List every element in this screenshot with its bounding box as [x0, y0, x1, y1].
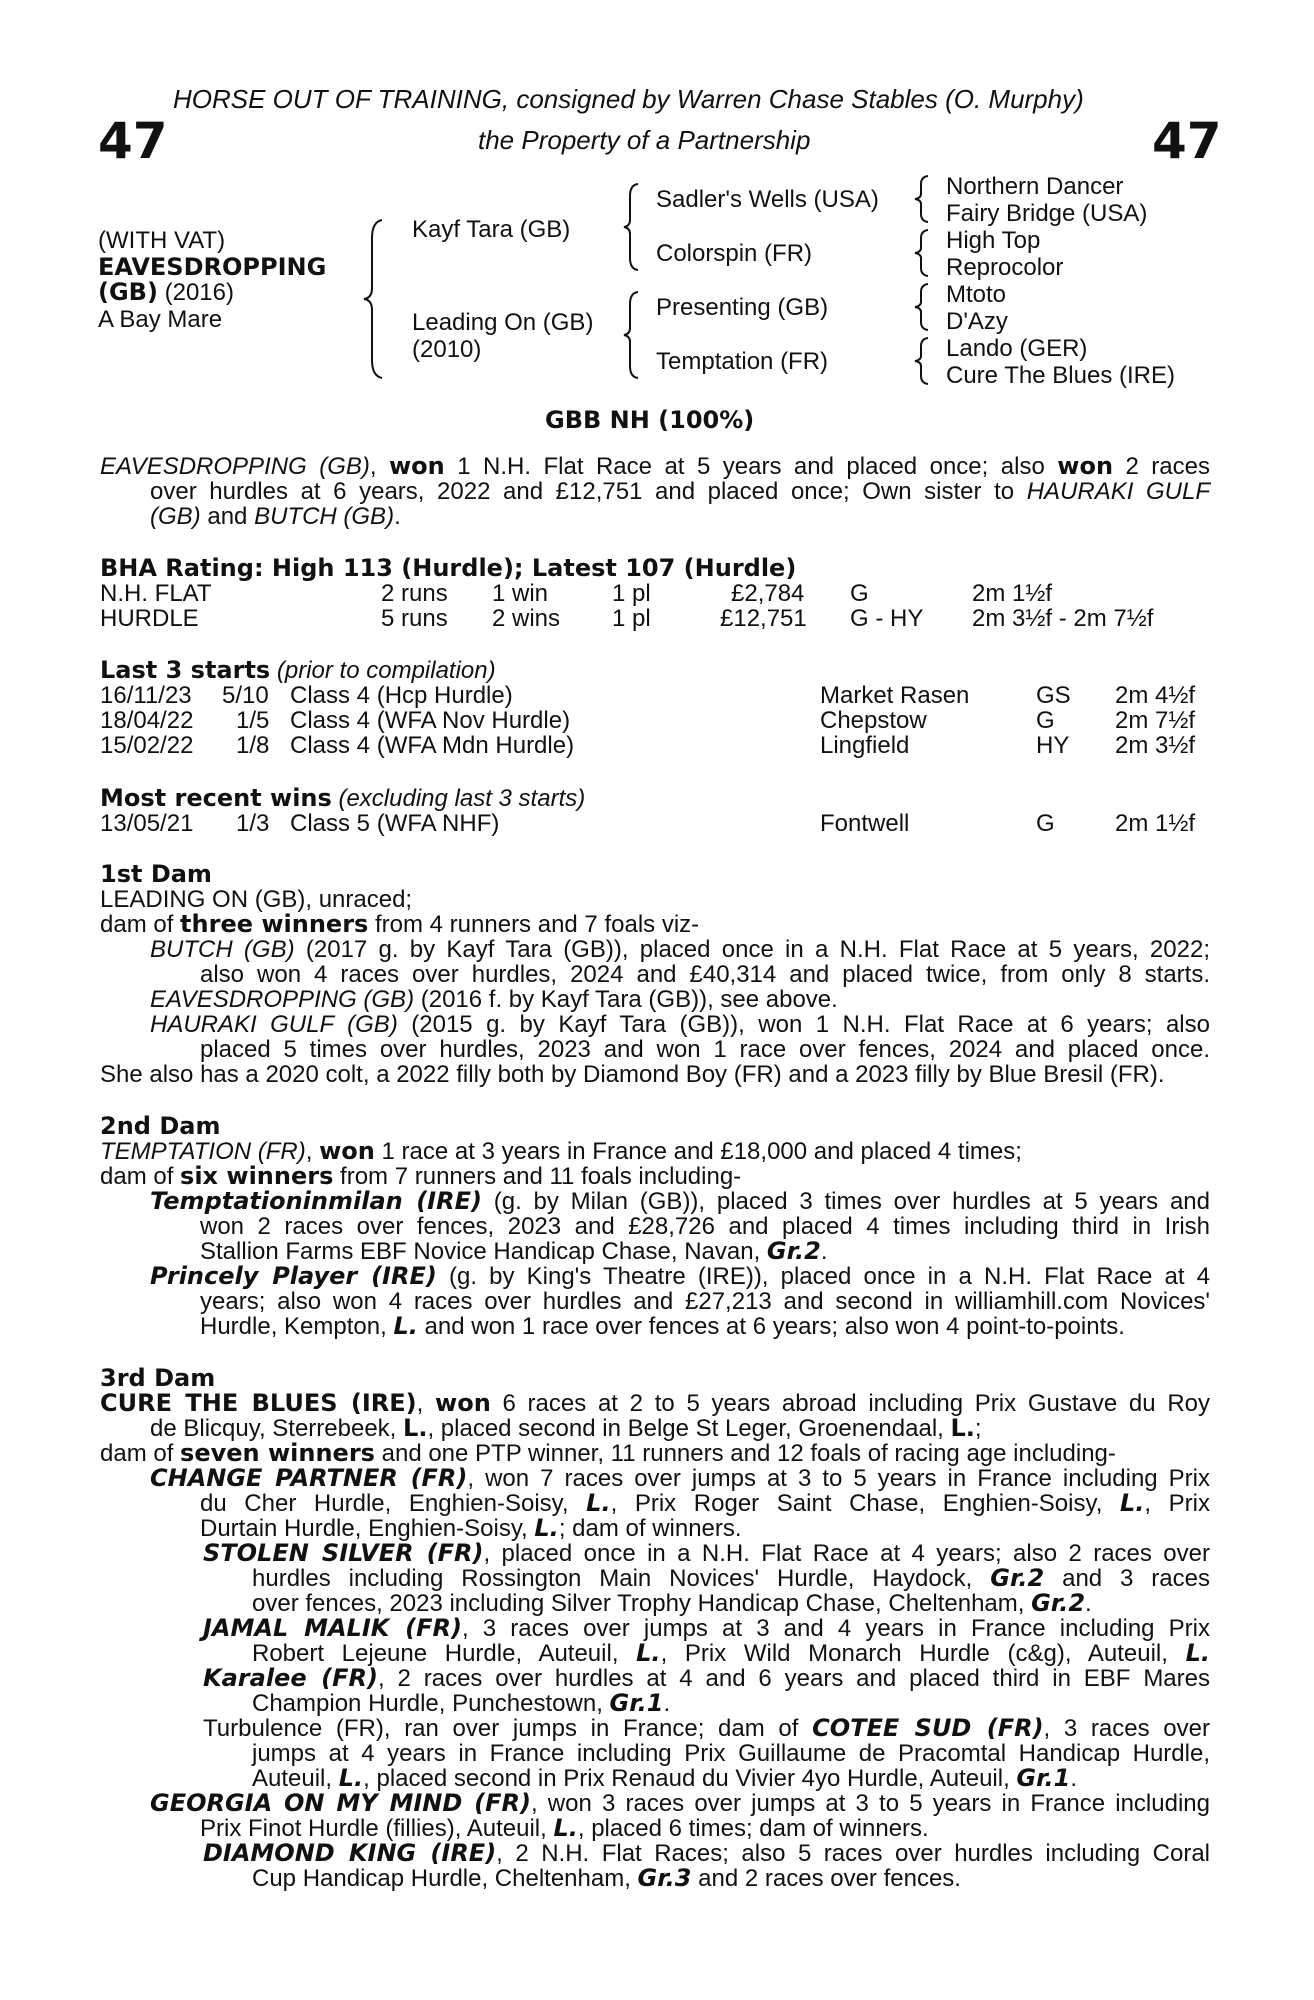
text-segment: 13/05/21: [100, 810, 194, 837]
text-segment: Gr.2: [990, 1564, 1045, 1592]
text-segment: and: [200, 503, 255, 530]
text-segment: placed 5 times over hurdles, 2023 and won 1 race over fences, 2024 and placed once.: [200, 1036, 1210, 1063]
text-segment: , 3 races over jumps at 3 and 4 years in France including Prix: [461, 1615, 1210, 1642]
text-segment: 2m 4½f: [1115, 682, 1196, 709]
text-segment: , 3 races over: [1043, 1715, 1210, 1742]
text-segment: £12,751: [720, 605, 807, 632]
text-segment: L.: [393, 1312, 418, 1340]
text-segment: won: [435, 1389, 491, 1417]
text-segment: 6 races at 2 to 5 years abroad including Prix Gustave du Roy: [490, 1390, 1210, 1417]
text-segment: (g. by Milan (GB)), placed 3 times over hurdles at 5 years and: [481, 1188, 1210, 1215]
text-segment: ,: [369, 453, 389, 480]
text-line: [100, 1491, 1210, 1516]
text-segment: TEMPTATION (FR): [100, 1138, 306, 1165]
text-segment: Cup Handicap Hurdle, Cheltenham,: [252, 1865, 638, 1892]
text-line: [100, 1441, 1210, 1466]
text-segment: jumps at 4 years in France including Prix Guillaume de Pracomtal Handicap Hurdle,: [252, 1740, 1210, 1767]
text-segment: EAVESDROPPING (GB): [150, 986, 415, 1013]
recent-wins-heading: [100, 786, 1210, 811]
text-segment: N.H. FLAT: [100, 580, 212, 607]
text-segment: Class 4 (WFA Mdn Hurdle): [290, 732, 575, 759]
text-segment: 2 runs: [381, 580, 448, 607]
text-segment: L.: [586, 1489, 611, 1517]
pedigree-dam-year: (2010): [412, 336, 482, 363]
text-segment: Stallion Farms EBF Novice Handicap Chase, Navan,: [200, 1238, 767, 1265]
text-segment: L.: [950, 1414, 975, 1442]
text-segment: L.: [534, 1514, 559, 1542]
text-segment: Robert Lejeune Hurdle, Auteuil,: [252, 1640, 637, 1667]
text-segment: .: [663, 1690, 671, 1717]
text-segment: and 2 races over fences.: [691, 1865, 961, 1892]
text-segment: won 2 races over fences, 2023 and £28,726 and placed 4 times including third in Irish: [200, 1213, 1210, 1240]
text-line: [100, 1239, 1210, 1264]
text-segment: and 3 races: [1044, 1565, 1210, 1592]
text-segment: Prix Finot Hurdle (fillies), Auteuil,: [200, 1815, 554, 1842]
text-segment: L.: [1185, 1639, 1210, 1667]
text-segment: Class 5 (WFA NHF): [290, 810, 500, 837]
text-segment: Gr.2: [766, 1237, 821, 1265]
text-segment: , placed second in Belge St Leger, Groenendaal,: [427, 1415, 951, 1442]
text-segment: , won 3 races over jumps at 3 to 5 years in France including: [530, 1790, 1210, 1817]
text-line: [100, 1189, 1210, 1214]
text-segment: GEORGIA ON MY MIND (FR): [150, 1789, 531, 1817]
first-dam-section: [100, 862, 1210, 1087]
text-segment: , Prix Wild Monarch Hurdle (c&g), Auteuil,: [660, 1640, 1186, 1667]
text-segment: du Cher Hurdle, Enghien-Soisy,: [200, 1490, 587, 1517]
gbb-rating: GBB NH (100%): [545, 406, 755, 434]
text-segment: Fontwell: [820, 810, 910, 837]
text-segment: 1/3: [236, 810, 270, 837]
text-segment: from 4 runners and 7 foals viz-: [368, 911, 700, 938]
text-segment: 5/10: [222, 682, 269, 709]
text-segment: and won 1 race over fences at 6 years; also won 4 point-to-points.: [417, 1313, 1125, 1340]
text-line: [100, 1716, 1210, 1741]
text-segment: (excluding last 3 starts): [331, 785, 586, 812]
text-segment: , won 7 races over jumps at 3 to 5 years in France including Prix: [467, 1465, 1210, 1492]
pedigree-g3-5: Mtoto: [946, 281, 1007, 308]
horse-origin-year: [98, 279, 234, 306]
text-segment: (2015 g. by Kayf Tara (GB)), won 1 N.H. Flat Race at 6 years; also: [397, 1011, 1210, 1038]
lot-number-left: 47: [98, 112, 168, 170]
text-segment: BUTCH (GB): [150, 936, 295, 963]
text-segment: .: [394, 503, 401, 530]
text-segment: Class 4 (WFA Nov Hurdle): [290, 707, 571, 734]
horse-description: A Bay Mare: [98, 306, 223, 333]
text-segment: ,: [305, 1138, 320, 1165]
text-segment: ; dam of winners.: [558, 1515, 742, 1542]
text-segment: EAVESDROPPING (GB): [100, 453, 370, 480]
horse-country: (GB): [98, 278, 158, 306]
section-heading: 2nd Dam: [100, 1112, 221, 1140]
text-segment: HURDLE: [100, 605, 199, 632]
text-segment: 2m 3½f: [1115, 732, 1196, 759]
text-segment: 5 runs: [381, 605, 448, 632]
text-segment: £2,784: [731, 580, 805, 607]
text-segment: (GB): [150, 503, 201, 530]
text-segment: and one PTP winner, 11 runners and 12 foals of racing age including-: [374, 1440, 1116, 1467]
pedigree-dam-dam: Temptation (FR): [656, 348, 829, 375]
text-segment: years; also won 4 races over hurdles and £27,213 and second in williamhill.com Novices': [200, 1288, 1210, 1315]
text-line: [100, 1616, 1210, 1641]
pedigree-sire-sire: Sadler's Wells (USA): [656, 186, 879, 213]
text-segment: dam of: [100, 1163, 181, 1190]
text-segment: CURE THE BLUES (IRE): [100, 1389, 417, 1417]
text-segment: .: [820, 1238, 828, 1265]
text-segment: Karalee (FR): [203, 1664, 378, 1692]
last-starts-heading: [100, 658, 1210, 683]
text-segment: L.: [636, 1639, 661, 1667]
text-segment: Gr.2: [1031, 1589, 1086, 1617]
text-segment: Chepstow: [820, 707, 927, 734]
text-segment: STOLEN SILVER (FR): [203, 1539, 484, 1567]
text-segment: , placed once in a N.H. Flat Race at 4 years; also 2 races over: [483, 1540, 1210, 1567]
text-segment: dam of: [100, 1440, 181, 1467]
pedigree-brace-ds: [912, 282, 934, 332]
table-row: [100, 606, 1210, 631]
text-segment: also won 4 races over hurdles, 2024 and £40,314 and placed twice, from only 8 starts.: [200, 961, 1210, 988]
text-segment: three winners: [180, 910, 369, 938]
text-line: [100, 1391, 1210, 1416]
horse-year: (2016): [164, 279, 234, 306]
text-segment: G: [1036, 810, 1055, 837]
text-line: [100, 937, 1210, 962]
property-subtitle: the Property of a Partnership: [478, 125, 811, 155]
table-row: [100, 581, 1210, 606]
text-line: [100, 1516, 1210, 1541]
pedigree-g3-3: High Top: [946, 227, 1041, 254]
text-segment: (2017 g. by Kayf Tara (GB)), placed once in a N.H. Flat Race at 5 years, 2022;: [294, 936, 1210, 963]
text-segment: COTEE SUD (FR): [812, 1714, 1044, 1742]
text-segment: Gr.1: [609, 1689, 664, 1717]
table-row: [100, 708, 1210, 733]
text-segment: 2m 7½f: [1115, 707, 1196, 734]
text-segment: ;: [974, 1415, 982, 1442]
vat-note: (WITH VAT): [98, 227, 226, 254]
text-segment: 15/02/22: [100, 732, 194, 759]
summary-line: [100, 504, 1210, 529]
text-line: [100, 1012, 1210, 1037]
text-line: [100, 1816, 1210, 1841]
text-segment: BUTCH (GB): [254, 503, 395, 530]
text-segment: six winners: [180, 1162, 334, 1190]
horse-summary: [100, 454, 1210, 529]
text-segment: 2 races: [1113, 453, 1210, 480]
text-segment: JAMAL MALIK (FR): [203, 1614, 462, 1642]
text-segment: LEADING ON (GB), unraced;: [100, 886, 413, 913]
pedigree-brace-sire: [620, 182, 644, 272]
text-segment: 1 win: [492, 580, 549, 607]
text-segment: 1 pl: [612, 605, 651, 632]
pedigree-dam: Leading On (GB): [412, 309, 594, 336]
text-segment: 2m 1½f: [972, 580, 1053, 607]
text-segment: 1/5: [236, 707, 270, 734]
pedigree-g3-2: Fairy Bridge (USA): [946, 200, 1148, 227]
text-segment: Temptationinmilan (IRE): [150, 1187, 482, 1215]
text-segment: L.: [1119, 1489, 1145, 1517]
text-line: [100, 1641, 1210, 1666]
pedigree-g3-7: Lando (GER): [946, 335, 1088, 362]
text-line: [100, 1591, 1210, 1616]
pedigree-sire-dam: Colorspin (FR): [656, 240, 813, 267]
text-segment: HY: [1036, 732, 1070, 759]
text-segment: 2m 1½f: [1115, 810, 1196, 837]
text-segment: Turbulence (FR), ran over jumps in France; dam of: [203, 1715, 813, 1742]
text-segment: 1 pl: [612, 580, 651, 607]
text-segment: de Blicquy, Sterrebeek,: [150, 1415, 404, 1442]
section-heading: 1st Dam: [100, 860, 212, 888]
text-segment: L.: [403, 1414, 428, 1442]
text-segment: Gr.3: [637, 1864, 692, 1892]
text-segment: G - HY: [850, 605, 924, 632]
text-segment: She also has a 2020 colt, a 2022 filly both by Diamond Boy (FR) and a 2023 filly by Blue Bresil (FR).: [100, 1061, 1165, 1088]
text-segment: (2016 f. by Kayf Tara (GB)), see above.: [414, 986, 838, 1013]
text-segment: HAURAKI GULF: [1026, 478, 1210, 505]
text-segment: DIAMOND KING (IRE): [203, 1839, 497, 1867]
text-line: [100, 1841, 1210, 1866]
text-segment: , Prix: [1144, 1490, 1210, 1517]
text-segment: (prior to compilation): [270, 657, 496, 684]
horse-name: EAVESDROPPING: [98, 253, 327, 281]
pedigree-g3-4: Reprocolor: [946, 254, 1064, 281]
bha-section: [100, 556, 1210, 631]
pedigree-brace-ss: [912, 174, 934, 224]
pedigree-g3-6: D'Azy: [946, 308, 1008, 335]
text-segment: L.: [553, 1814, 578, 1842]
text-segment: Durtain Hurdle, Enghien-Soisy,: [200, 1515, 535, 1542]
third-dam-section: [100, 1366, 1210, 1891]
text-segment: Lingfield: [820, 732, 910, 759]
pedigree-brace-dd: [912, 336, 934, 386]
bha-heading: BHA Rating: High 113 (Hurdle); Latest 107 (Hurdle): [100, 554, 797, 582]
text-segment: 1 N.H. Flat Race at 5 years and placed once; also: [444, 453, 1058, 480]
text-segment: over fences, 2023 including Silver Trophy Handicap Chase, Cheltenham,: [252, 1590, 1032, 1617]
text-segment: Market Rasen: [820, 682, 970, 709]
text-segment: 18/04/22: [100, 707, 194, 734]
second-dam-section: [100, 1114, 1210, 1339]
text-line: [100, 1541, 1210, 1566]
text-segment: Princely Player (IRE): [150, 1262, 437, 1290]
text-segment: Most recent wins: [100, 784, 332, 812]
text-segment: GS: [1036, 682, 1071, 709]
text-segment: Class 4 (Hcp Hurdle): [290, 682, 513, 709]
text-segment: , Prix Roger Saint Chase, Enghien-Soisy,: [610, 1490, 1120, 1517]
text-segment: HAURAKI GULF (GB): [150, 1011, 398, 1038]
lot-number-right: 47: [1152, 112, 1222, 170]
text-segment: .: [1070, 1765, 1078, 1792]
pedigree-brace-sd: [912, 228, 934, 278]
section-heading: 3rd Dam: [100, 1364, 216, 1392]
text-line: [100, 1866, 1210, 1891]
text-segment: 2m 3½f - 2m 7½f: [972, 605, 1154, 632]
text-segment: G: [850, 580, 869, 607]
text-segment: 2 wins: [492, 605, 561, 632]
text-segment: 1/8: [236, 732, 270, 759]
text-segment: dam of: [100, 911, 181, 938]
summary-line: [100, 454, 1210, 479]
text-segment: G: [1036, 707, 1055, 734]
text-segment: from 7 runners and 11 foals including-: [333, 1163, 742, 1190]
text-segment: Last 3 starts: [100, 656, 271, 684]
text-segment: , placed second in Prix Renaud du Vivier 4yo Hurdle, Auteuil,: [363, 1765, 1017, 1792]
text-segment: hurdles including Rossington Main Novices' Hurdle, Haydock,: [252, 1565, 991, 1592]
text-segment: , 2 N.H. Flat Races; also 5 races over hurdles including Coral: [496, 1840, 1211, 1867]
text-line: [100, 912, 1210, 937]
table-row: [100, 733, 1210, 758]
text-segment: (g. by King's Theatre (IRE)), placed once in a N.H. Flat Race at 4: [436, 1263, 1210, 1290]
pedigree-dam-sire: Presenting (GB): [656, 294, 829, 321]
text-line: [100, 1264, 1210, 1289]
text-line: [100, 1314, 1210, 1339]
pedigree-brace-main: [360, 218, 390, 380]
text-segment: , 2 races over hurdles at 4 and 6 years and placed third in EBF Mares: [377, 1665, 1210, 1692]
table-row: [100, 811, 1210, 836]
table-row: [100, 683, 1210, 708]
text-line: [100, 1164, 1210, 1189]
last-starts-section: [100, 658, 1210, 758]
pedigree-g3-1: Northern Dancer: [946, 173, 1124, 200]
text-segment: ,: [416, 1390, 436, 1417]
text-segment: Champion Hurdle, Punchestown,: [252, 1690, 610, 1717]
text-segment: Hurdle, Kempton,: [200, 1313, 394, 1340]
text-segment: 16/11/23: [100, 682, 192, 709]
recent-wins-section: [100, 786, 1210, 836]
text-segment: won: [1057, 452, 1114, 480]
text-line: [100, 1139, 1210, 1164]
text-segment: CHANGE PARTNER (FR): [150, 1464, 468, 1492]
consignment-title: HORSE OUT OF TRAINING, consigned by Warren Chase Stables (O. Murphy): [173, 84, 1084, 114]
text-line: [100, 1666, 1210, 1691]
text-segment: Gr.1: [1016, 1764, 1071, 1792]
summary-line: [100, 479, 1210, 504]
pedigree-g3-8: Cure The Blues (IRE): [946, 362, 1175, 389]
text-segment: .: [1085, 1590, 1092, 1617]
text-segment: 1 race at 3 years in France and £18,000 and placed 4 times;: [374, 1138, 1022, 1165]
text-segment: seven winners: [180, 1439, 375, 1467]
text-line: [100, 1691, 1210, 1716]
text-line: [100, 1791, 1210, 1816]
text-segment: over hurdles at 6 years, 2022 and £12,751 and placed once; Own sister to: [150, 478, 1027, 505]
text-segment: won: [319, 1137, 375, 1165]
text-segment: L.: [338, 1764, 364, 1792]
text-line: [100, 1766, 1210, 1791]
pedigree-sire: Kayf Tara (GB): [412, 216, 571, 243]
pedigree-brace-dam: [620, 290, 644, 380]
text-line: [100, 1416, 1210, 1441]
text-segment: won: [389, 452, 445, 480]
text-segment: , placed 6 times; dam of winners.: [577, 1815, 929, 1842]
text-line: [100, 1466, 1210, 1491]
text-line: [100, 987, 1210, 1012]
text-segment: Auteuil,: [252, 1765, 339, 1792]
text-line: [100, 1566, 1210, 1591]
